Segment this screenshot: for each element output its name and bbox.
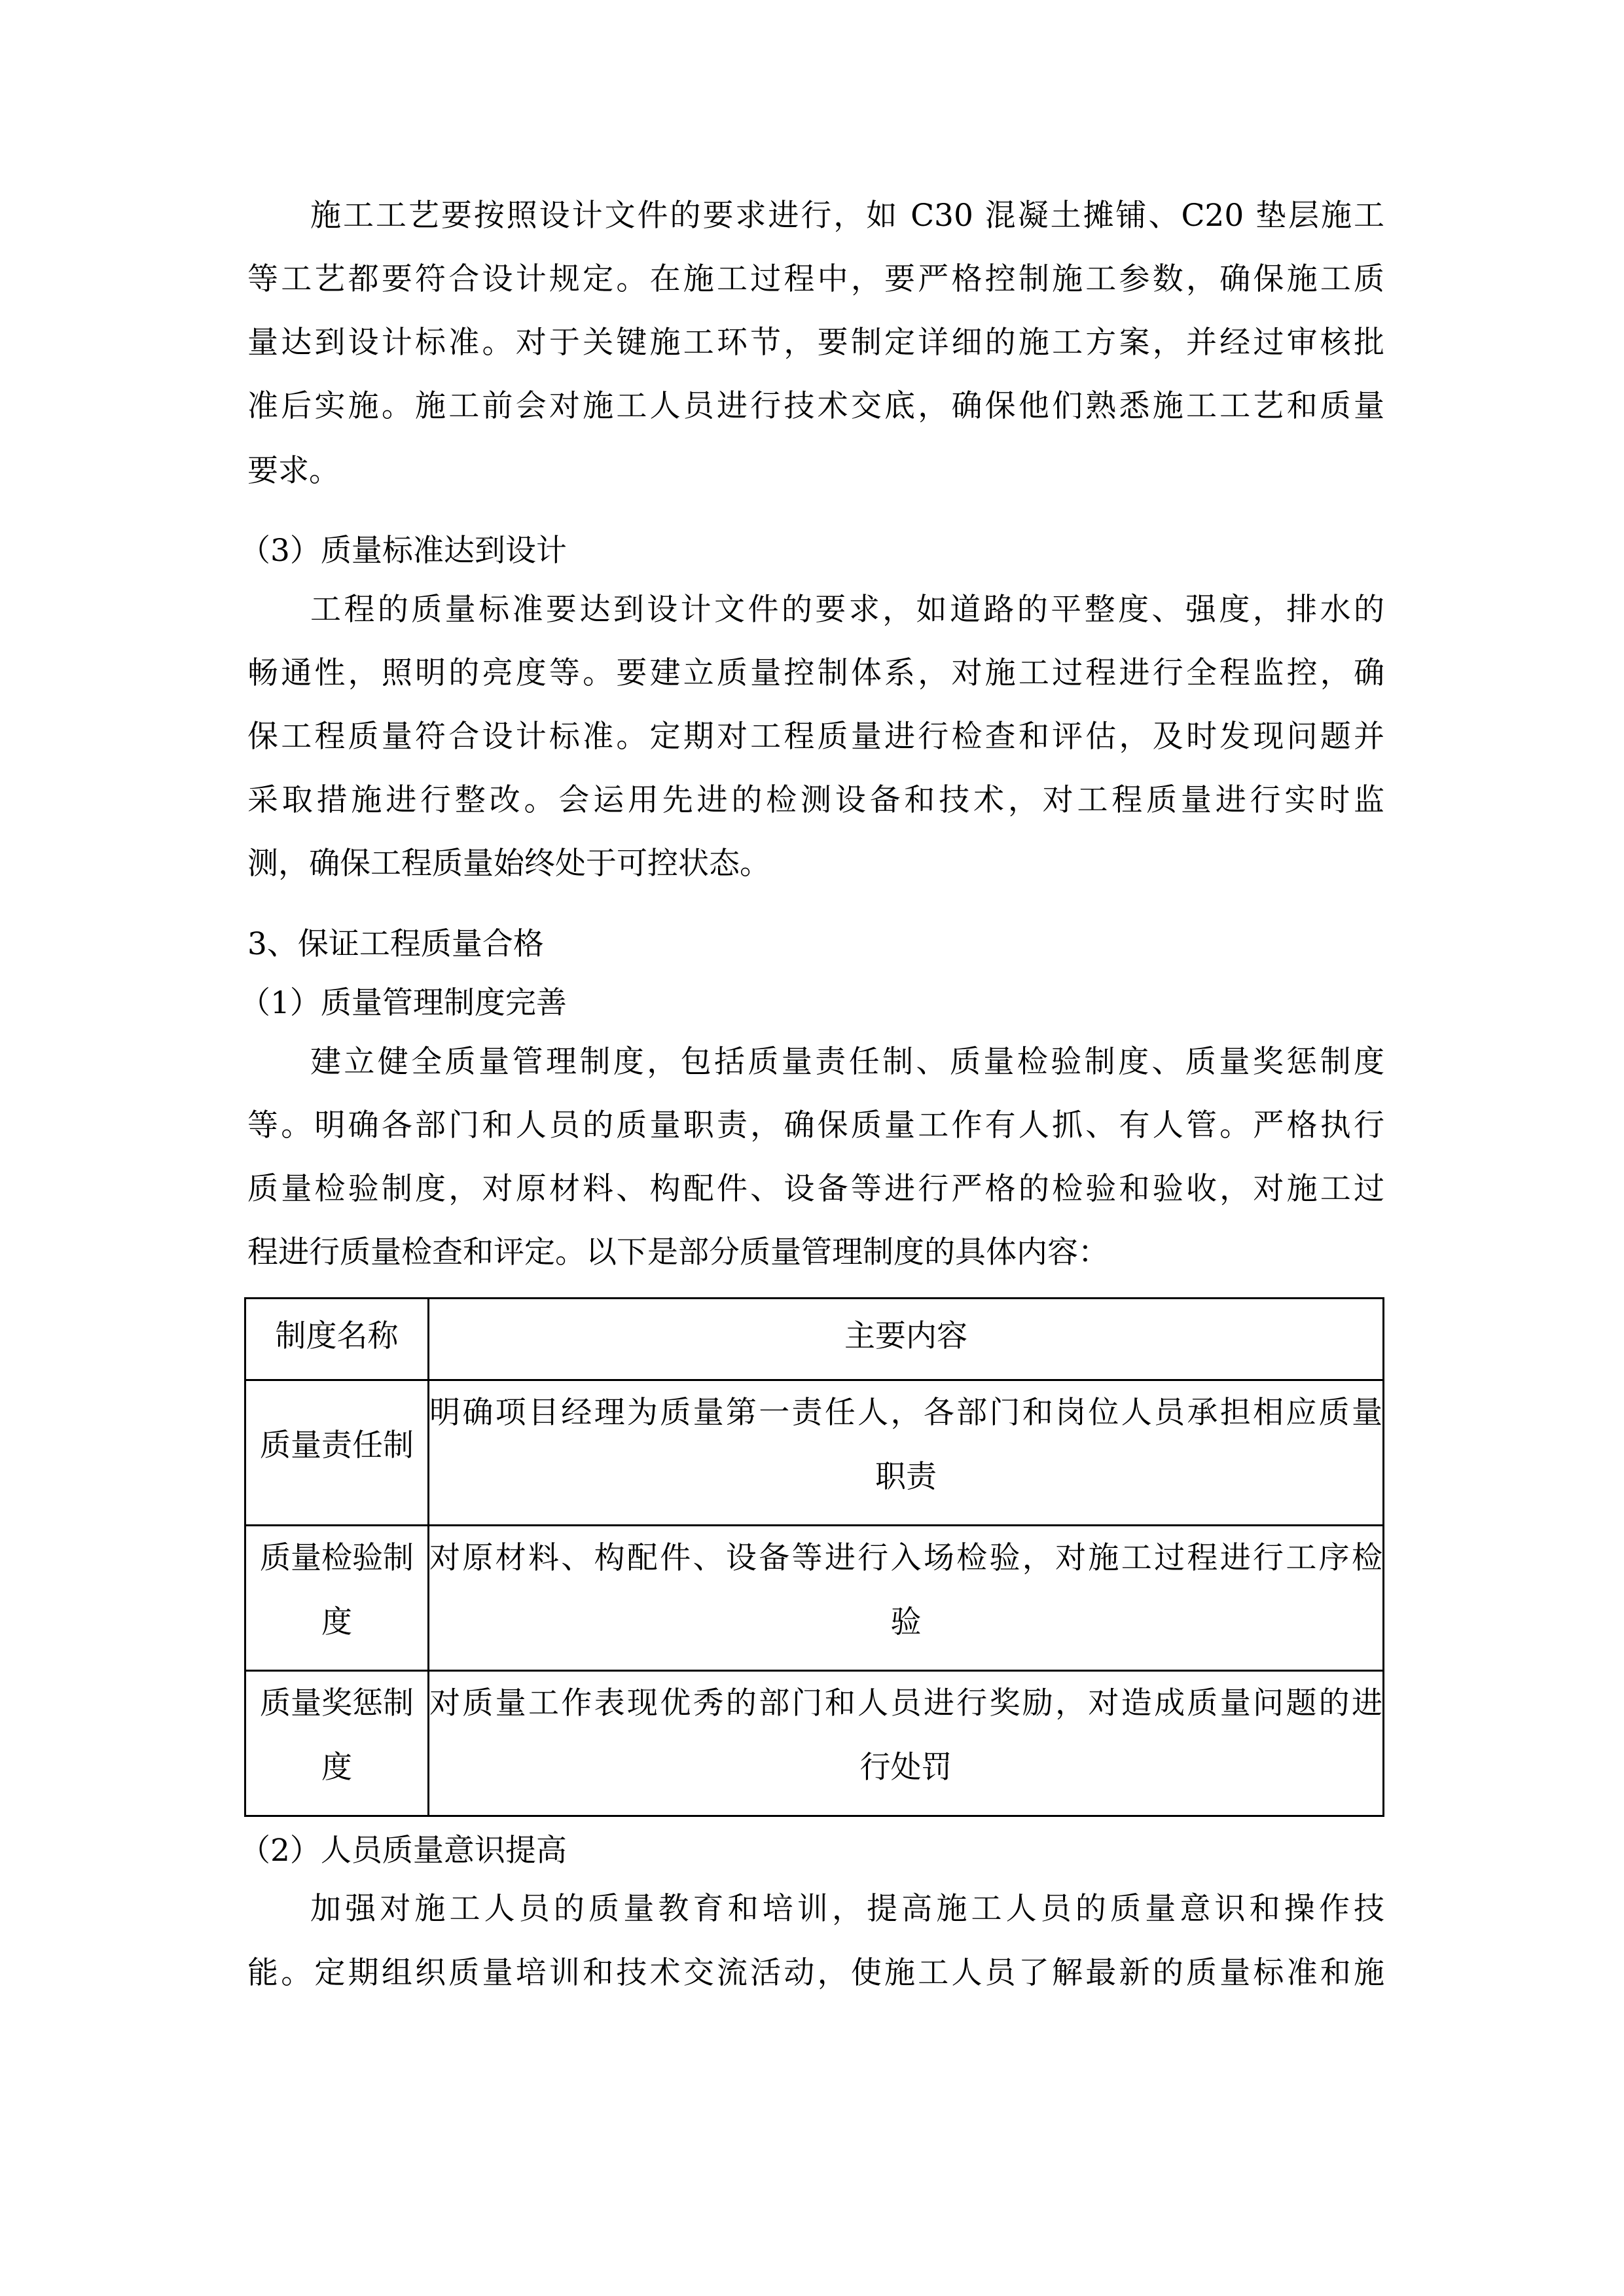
paragraph-line: 畅通性，照明的亮度等。要建立质量控制体系，对施工过程进行全程监控，确	[247, 655, 1384, 691]
paragraph-line: 要求。	[247, 453, 340, 489]
paragraph-line: 等工艺都要符合设计规定。在施工过程中，要严格控制施工参数，确保施工质	[247, 261, 1384, 297]
cell-line: 职责	[875, 1459, 937, 1495]
table-row	[245, 1380, 1384, 1526]
table-cell-policy-name	[245, 1380, 429, 1526]
paragraph-line: 保工程质量符合设计标准。定期对工程质量进行检查和评估，及时发现问题并	[247, 719, 1384, 755]
cell-line: 度	[321, 1749, 352, 1785]
cell-line: 行处罚	[859, 1749, 952, 1785]
table-header-policy-name: 制度名称	[245, 1299, 429, 1380]
table-cell-content	[429, 1380, 1384, 1526]
cell-line: 质量奖惩制	[260, 1685, 414, 1721]
table-header-row	[245, 1299, 1384, 1380]
section-heading-3-2: （2）人员质量意识提高	[240, 1833, 567, 1869]
paragraph-line: 测，确保工程质量始终处于可控状态。	[247, 846, 770, 882]
cell-line: 度	[321, 1604, 352, 1640]
paragraph-line: 等。明确各部门和人员的质量职责，确保质量工作有人抓、有人管。严格执行	[247, 1107, 1384, 1143]
table-cell-policy-name	[245, 1671, 429, 1816]
paragraph-line: 采取措施进行整改。会运用先进的检测设备和技术，对工程质量进行实时监	[247, 782, 1384, 818]
cell-line: 对原材料、构配件、设备等进行入场检验，对施工过程进行工序检	[429, 1540, 1382, 1576]
cell-line: 明确项目经理为质量第一责任人，各部门和岗位人员承担相应质量	[429, 1395, 1382, 1431]
table-cell-content	[429, 1526, 1384, 1671]
cell-line: 质量责任制	[260, 1427, 414, 1463]
section-heading-3-1: （1）质量管理制度完善	[240, 985, 567, 1021]
cell-line: 对质量工作表现优秀的部门和人员进行奖励，对造成质量问题的进	[429, 1685, 1382, 1721]
table-row	[245, 1526, 1384, 1671]
table-cell-content	[429, 1671, 1384, 1816]
paragraph-line: 能。定期组织质量培训和技术交流活动，使施工人员了解最新的质量标准和施	[247, 1955, 1384, 1991]
paragraph-line: 加强对施工人员的质量教育和培训，提高施工人员的质量意识和操作技	[310, 1891, 1384, 1927]
cell-line: 验	[890, 1604, 922, 1640]
paragraph-line: 建立健全质量管理制度，包括质量责任制、质量检验制度、质量奖惩制度	[310, 1044, 1384, 1080]
paragraph-line: 施工工艺要按照设计文件的要求进行，如 C30 混凝土摊铺、C20 垫层施工	[310, 198, 1384, 234]
paragraph-line: 量达到设计标准。对于关键施工环节，要制定详细的施工方案，并经过审核批	[247, 325, 1384, 361]
paragraph-line: 工程的质量标准要达到设计文件的要求，如道路的平整度、强度，排水的	[310, 592, 1384, 628]
cell-line: 质量检验制	[260, 1540, 414, 1576]
paragraph-line: 准后实施。施工前会对施工人员进行技术交底，确保他们熟悉施工工艺和质量	[247, 388, 1384, 424]
paragraph-line: 质量检验制度，对原材料、构配件、设备等进行严格的检验和验收，对施工过	[247, 1171, 1384, 1207]
section-heading-3: 3、保证工程质量合格	[247, 926, 544, 962]
table-header-main-content: 主要内容	[429, 1299, 1384, 1380]
policy-table	[244, 1297, 1384, 1817]
table-cell-policy-name	[245, 1526, 429, 1671]
section-heading-3-3: （3）质量标准达到设计	[240, 533, 567, 569]
table-row	[245, 1671, 1384, 1816]
paragraph-line: 程进行质量检查和评定。以下是部分质量管理制度的具体内容：	[247, 1234, 1109, 1270]
